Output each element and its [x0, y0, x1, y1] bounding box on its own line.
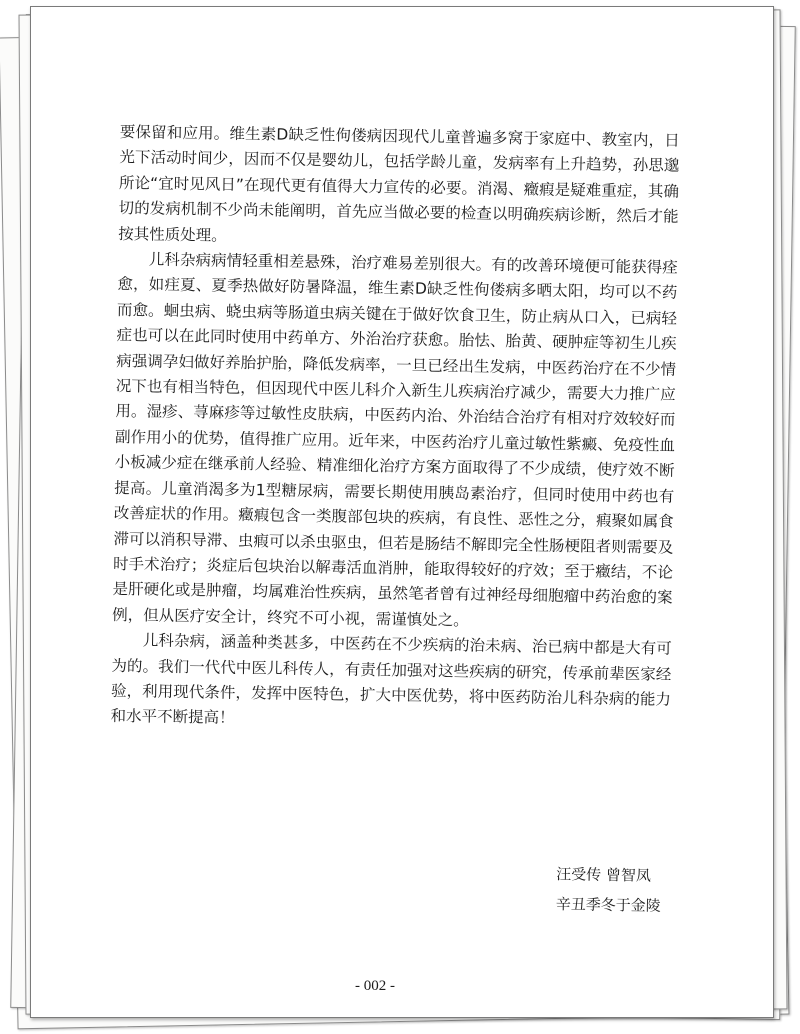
paragraph: 要保留和应用。维生素D缺乏性佝偻病因现代儿童普遍多窝于家庭中、教室内，日光下活动时间少，因而不仅是婴幼儿，包括学龄儿童，发病率有上升趋势，孙思邈所论“宜时见风日”在现代更有值得大力宣传的必要。消渴、癥瘕是疑难重症，其确切的发病机制不少尚未能阐明，首先应当做必要的检查以明确疾病诊断，然后才能按其性质处理。	[118, 122, 680, 245]
signature-block	[556, 859, 662, 921]
signature-authors: 汪受传 曾智凤	[556, 865, 652, 885]
paragraph: 儿科杂病病情轻重相差悬殊，治疗难易差别很大。有的改善环境便可能获得痊愈，如疰夏、夏季热做好防暑降温，维生素D缺乏性佝偻病多晒太阳，均可以不药而愈。蛔虫病、蛲虫病等肠道虫病关键在于做好饮食卫生，防止病从口入，已病轻症也可以在此同时使用中药单方、外治治疗获愈。胎怯、胎黄、硬肿症等初生儿疾病强调孕妇做好养胎护胎，降低发病率，一旦已经出生发病，中医药治疗在不少情况下也有相当特色，但因现代中医儿科介入新生儿疾病治疗减少，需要大力推广应用。湿疹、荨麻疹等过敏性皮肤病，中医药内治、外治结合治疗有相对疗效较好而副作用小的优势，值得推广应用。近年来，中医药治疗儿童过敏性紫癜、免疫性血小板减少症在继承前人经验、精准细化治疗方案方面取得了不少成绩，使疗效不断提高。儿童消渴多为1型糖尿病，需要长期使用胰岛素治疗，但同时使用中药也有改善症状的作用。癥瘕包含一类腹部包块的疾病，有良性、恶性之分，瘕聚如属食滞可以消积导滞、虫瘕可以杀虫驱虫，但若是肠结不解即完全性肠梗阻者则需要及时手术治疗；炎症后包块治以解毒活血消肿，能取得较好的疗效；至于癥结，不论是肝硬化或是肿瘤，均属难治性疾病，虽然笔者曾有过神经母细胞瘤中药治愈的案例，但从医疗安全计，终究不可小视，需谨慎处之。	[112, 250, 678, 630]
body-text	[110, 120, 680, 738]
page-number: - 002 -	[355, 978, 395, 994]
paragraph: 儿科杂病，涵盖种类甚多，中医药在不少疾病的治未病、治已病中都是大有可为的。我们一代代中医儿科传人，有责任加强对这些疾病的研究，传承前辈医家经验，利用现代条件，发挥中医特色，扩大中医优势，将中医药防治儿科杂病的能力和水平不断提高！	[110, 631, 672, 728]
signature-date: 辛丑季冬于金陵	[555, 895, 661, 915]
